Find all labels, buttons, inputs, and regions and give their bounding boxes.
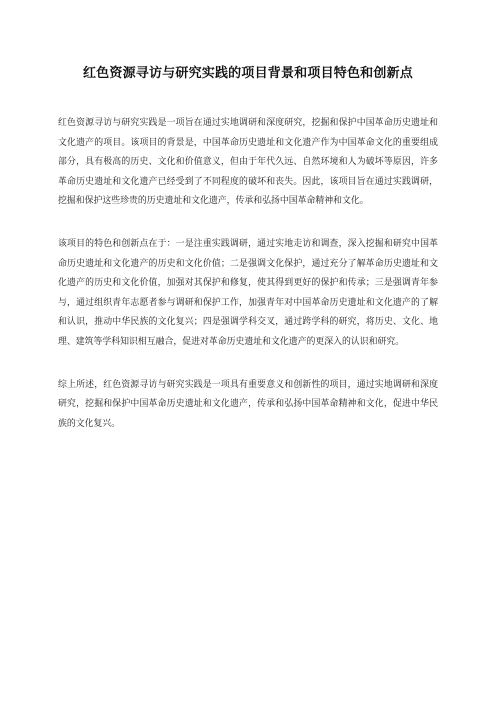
paragraph-features: 该项目的特色和创新点在于：一是注重实践调研，通过实地走访和调查，深入挖掘和研究中国革命历史遗址和文化遗产的历史和文化价值；二是强调文化保护，通过充分了解革命历史遗址和文化遗产的历史和文化价值，加强对其保护和修复，使其得到更好的保护和传承；三是强调青年参与，通过组织青年志愿者参与调研和保护工作，加强青年对中国革命历史遗址和文化遗产的了解和认识，推动中华民族的文化复兴；四是强调学科交叉，通过跨学科的研究，将历史、文化、地理、建筑等学科知识相互融合，促进对革命历史遗址和文化遗产的更深入的认识和研究。 [58, 238, 438, 347]
document-title: 红色资源寻访与研究实践的项目背景和项目特色和创新点 [82, 66, 413, 81]
paragraph-summary: 综上所述，红色资源寻访与研究实践是一项具有重要意义和创新性的项目，通过实地调研和深度研究，挖掘和保护中国革命历史遗址和文化遗产，传承和弘扬中国革命精神和文化，促进中华民族的文化复兴。 [58, 379, 438, 429]
paragraph-background: 红色资源寻访与研究实践是一项旨在通过实地调研和深度研究，挖掘和保护中国革命历史遗址和文化遗产的项目。该项目的背景是，中国革命历史遗址和文化遗产作为中国革命文化的重要组成部分，具有极高的历史、文化和价值意义，但由于年代久远、自然环境和人为破坏等原因，许多革命历史遗址和文化遗产已经受到了不同程度的破坏和丧失。因此，该项目旨在通过实践调研，挖掘和保护这些珍贵的历史遗址和文化遗产，传承和弘扬中国革命精神和文化。 [58, 118, 438, 207]
